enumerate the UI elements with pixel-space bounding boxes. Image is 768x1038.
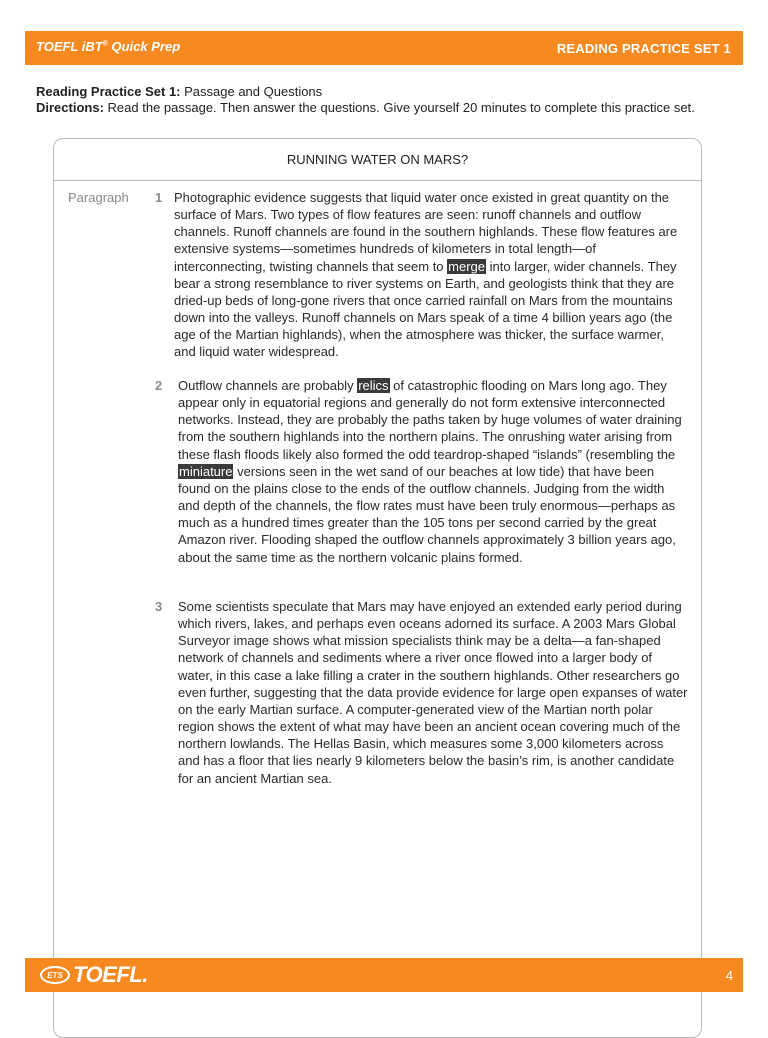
- passage-title: RUNNING WATER ON MARS?: [54, 139, 701, 181]
- paragraph-text-before: Photographic evidence suggests that liquid water once existed in great quantity on the surface of Mars. Two types of flow features are seen: runoff channels and outflow channels. Runoff channels are found in the southern highlands. These flow features are extensive systems—sometimes hundreds of kilometers in total length—of interconnecting, twisting channels that seem to: [174, 190, 678, 274]
- intro: [36, 84, 695, 116]
- directions-label: Directions:: [36, 100, 104, 115]
- product-title: [36, 39, 180, 54]
- highlighted-word[interactable]: merge: [448, 258, 486, 274]
- ets-toefl-logo: [40, 964, 148, 986]
- set-label: Reading Practice Set 1:: [36, 84, 181, 99]
- paragraph-number: 1: [155, 190, 163, 205]
- ets-logo-mark: ETS: [40, 966, 70, 984]
- paragraph-label: Paragraph: [68, 190, 129, 205]
- directions-value: Read the passage. Then answer the questions. Give yourself 20 minutes to complete this practice set.: [107, 100, 695, 115]
- paragraph-text-after: into larger, wider channels. They bear a strong resemblance to river systems on Earth, and geologists think that they are dried-up beds of long-gone rivers that once carried rainfall on Mars from the mountains down into the valleys. Runoff channels on Mars speak of a time 4 billion years ago (the age of the Martian highlands), when the atmosphere was thicker, the surface warmer, and liquid water widespread.: [174, 258, 677, 360]
- set-value: Passage and Questions: [184, 84, 323, 99]
- product-name: TOEFL iBT: [36, 39, 103, 54]
- paragraph-text: [174, 189, 687, 361]
- paragraph-text-middle: of catastrophic flooding on Mars long ago. They appear only in equatorial regions and generally do not form extensive interconnected networks. Instead, they are probably the paths taken by huge volumes of water draining from the southern highlands into the northern plains. The onrushing water arising from these flash floods likely also formed the odd teardrop-shaped “islands” (resembling the: [178, 378, 682, 462]
- footer-bar: [25, 958, 743, 992]
- highlighted-word[interactable]: miniature: [179, 463, 233, 479]
- paragraph-number: 3: [155, 599, 163, 614]
- header-bar: [25, 31, 743, 65]
- section-title: READING PRACTICE SET 1: [556, 41, 731, 56]
- registered-mark: ®: [102, 40, 108, 48]
- set-line: [36, 84, 695, 100]
- paragraph-text: [178, 377, 686, 566]
- highlighted-word[interactable]: relics: [358, 378, 389, 393]
- paragraph-text: Some scientists speculate that Mars may have enjoyed an extended early period during which rivers, lakes, and perhaps even oceans adorned its surface. A 2003 Mars Global Surveyor image shows what mission specialists think may be a delta—a fan-shaped network of channels and sediments where a river once flowed into a larger body of water, in this case a lake filling a crater in the southern highlands. Other researchers go even further, suggesting that the data provide evidence for large open expanses of water on the early Martian surface. A computer-generated view of the Martian north polar region shows the extent of what may have been an ancient ocean covering much of the northern lowlands. The Hellas Basin, which measures some 3,000 kilometers across and has a floor that lies nearly 9 kilometers below the basin’s rim, is another candidate for an ancient Martian sea.: [178, 599, 688, 786]
- product-suffix: Quick Prep: [111, 39, 181, 54]
- paragraph-text-after: versions seen in the wet sand of our beaches at low tide) that have been found on the plains close to the ends of the outflow channels. Judging from the width and depth of the channels, the flow rates must have been truly enormous—perhaps as much as a hundred times greater than the 105 tons per second carried by the great Amazon river. Flooding shaped the outflow channels approximately 3 billion years ago, about the same time as the northern volcanic plains formed.: [178, 463, 676, 565]
- paragraph-text-before: Outflow channels are probably: [178, 378, 358, 393]
- page-number: 4: [725, 968, 733, 983]
- directions-line: [36, 100, 695, 116]
- paragraph-number: 2: [155, 378, 163, 393]
- toefl-wordmark: TOEFL.: [73, 962, 148, 987]
